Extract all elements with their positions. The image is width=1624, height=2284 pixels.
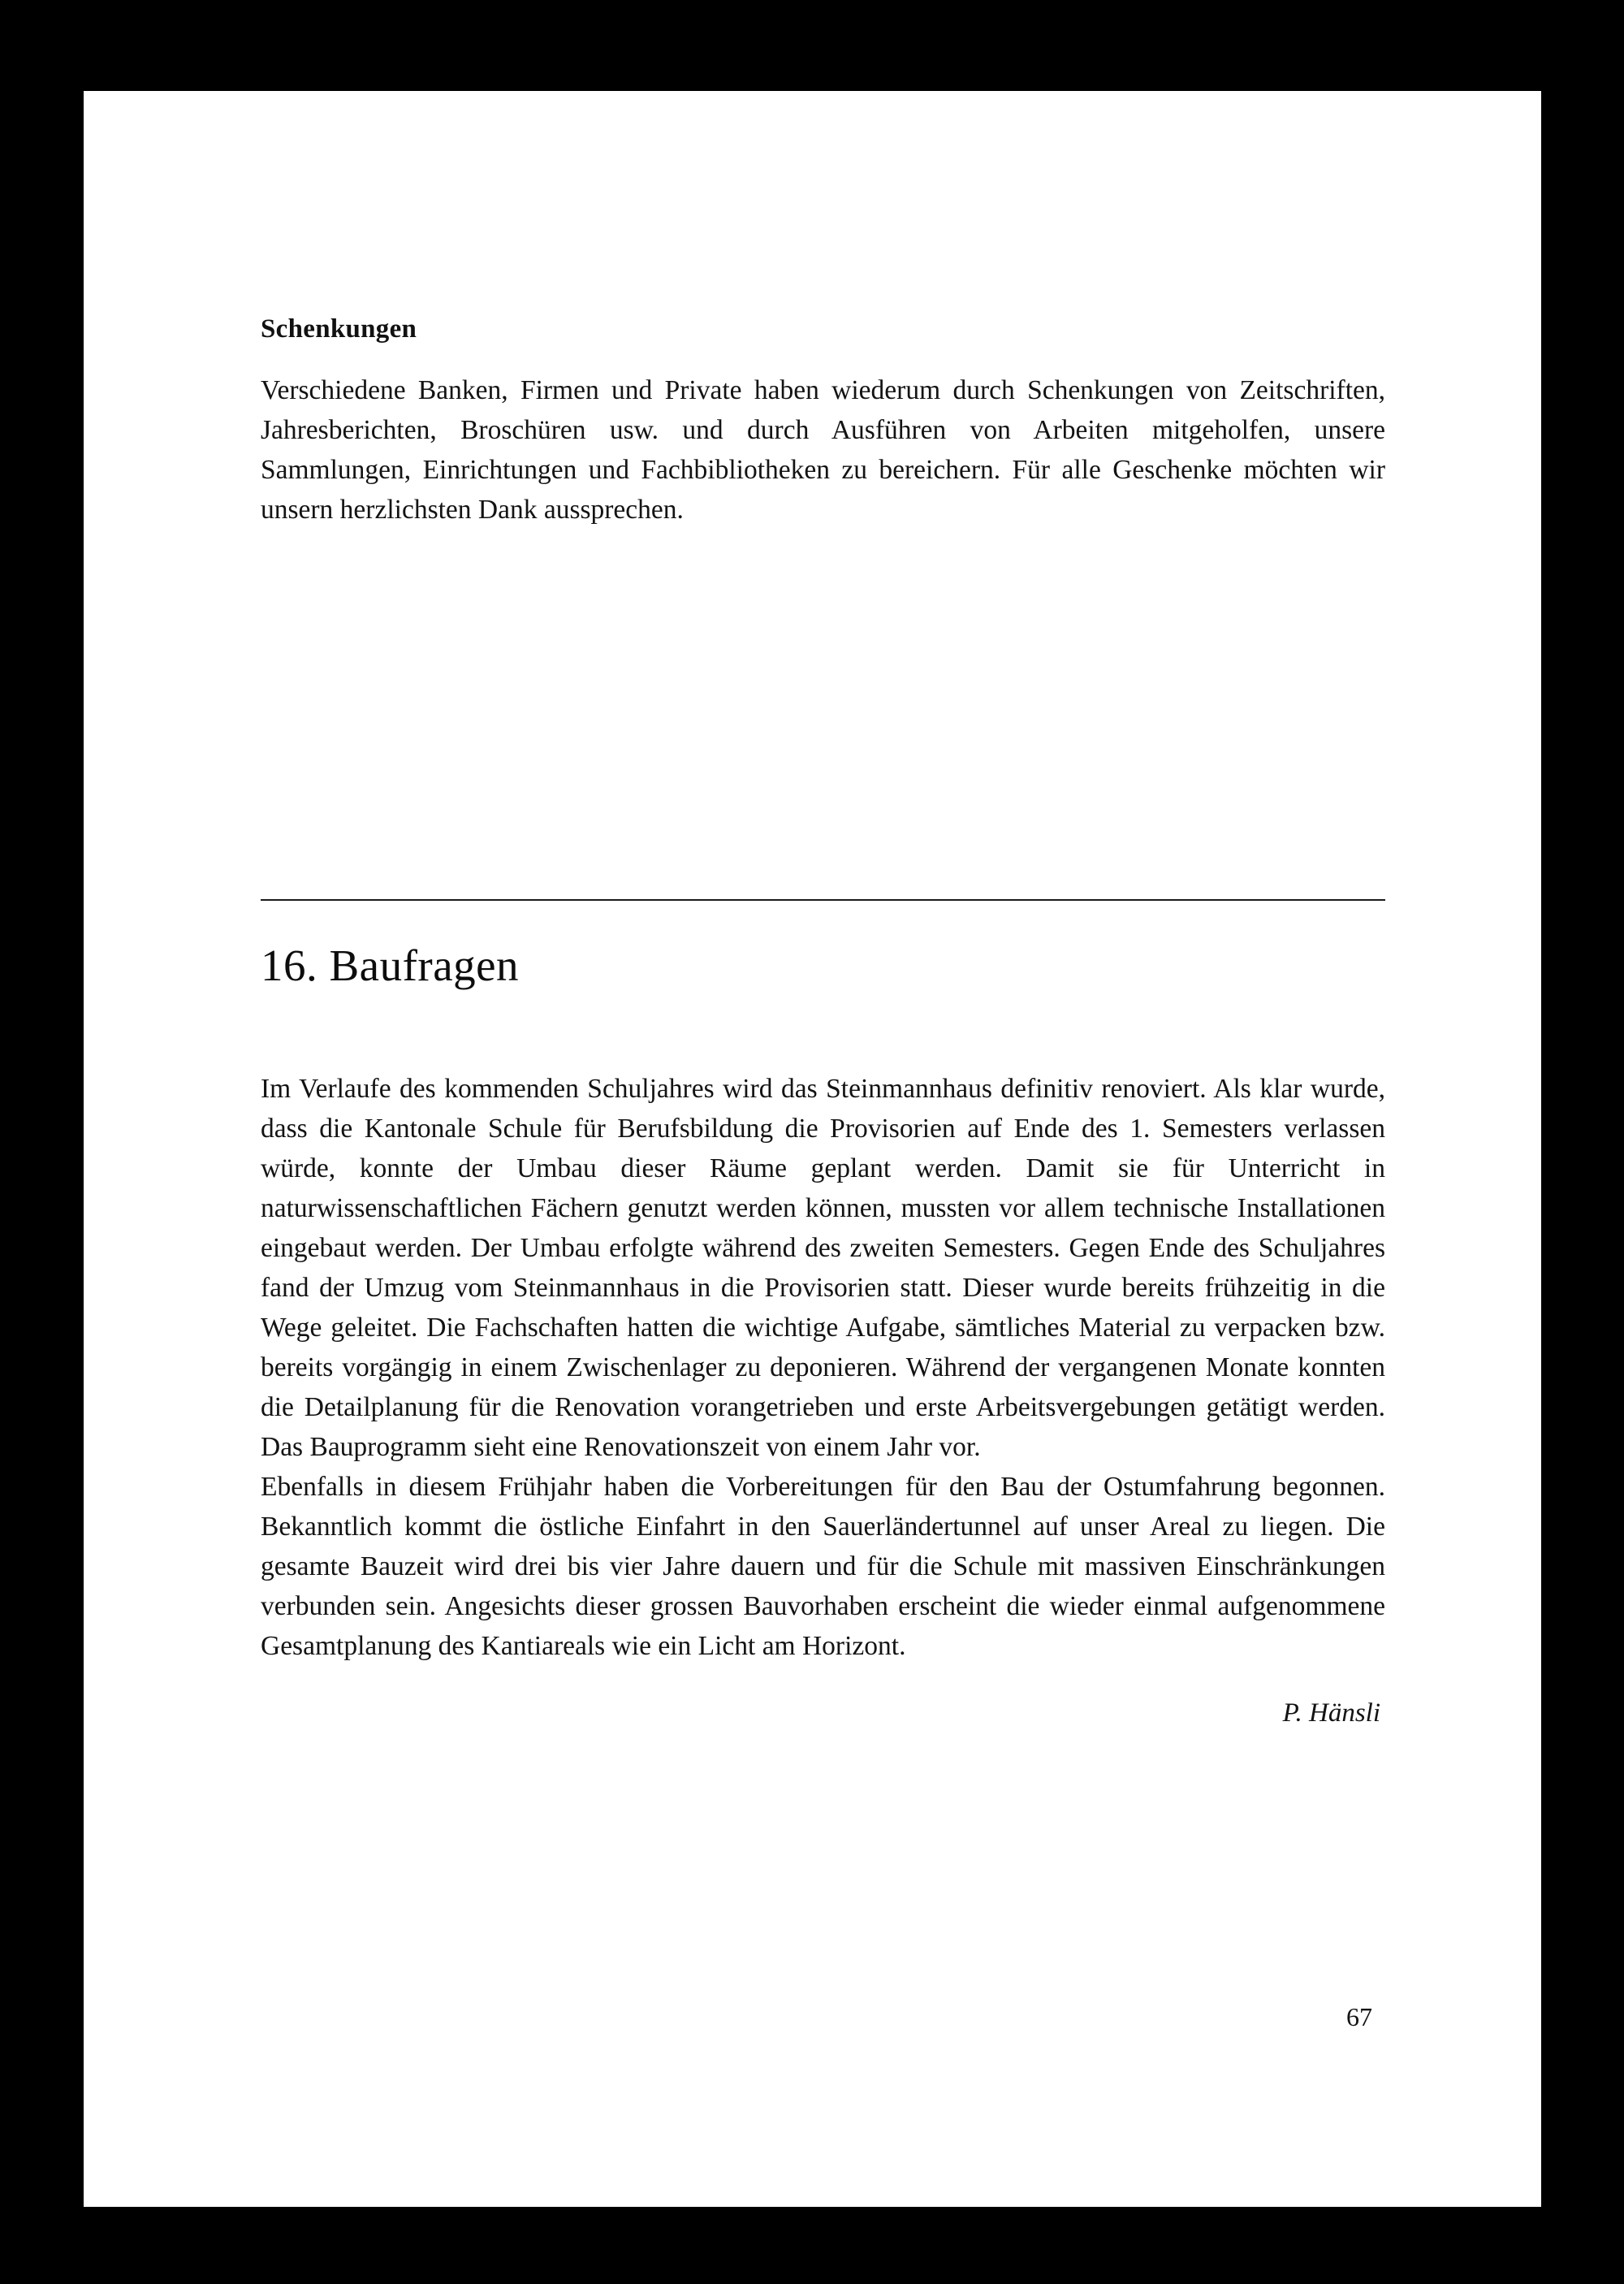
author-signature: P. Hänsli — [1282, 1698, 1380, 1728]
chapter-body — [261, 1069, 1385, 1728]
page-content — [261, 314, 1385, 1728]
chapter-title-baufragen: 16. Baufragen — [261, 941, 520, 990]
document-page — [84, 91, 1541, 2207]
section-divider — [261, 899, 1385, 901]
paragraph-renovation: Im Verlaufe des kommenden Schuljahres wird das Steinmannhaus definitiv renoviert. Als klar wurde, dass die Kantonale Schule für Berufsbildung die Provisorien auf Ende des 1. Semesters verlassen würde, konnte der Umbau dieser Räume geplant werden. Damit sie für Unterricht in naturwissenschaftlichen Fächern genutzt werden können, mussten vor allem technische Installationen eingebaut werden. Der Umbau erfolgte während des zweiten Semesters. Gegen Ende des Schuljahres fand der Umzug vom Steinmannhaus in die Provisorien statt. Dieser wurde bereits frühzeitig in die Wege geleitet. Die Fachschaften hatten die wichtige Aufgabe, sämtliches Material zu verpacken bzw. bereits vorgängig in einem Zwischenlager zu deponieren. Während der vergangenen Monate konnten die Detailplanung für die Renovation vorangetrieben und erste Arbeitsvergebungen getätigt werden. Das Bauprogramm sieht eine Renovationszeit von einem Jahr vor. — [261, 1074, 1385, 1462]
page-number: 67 — [1346, 2002, 1372, 2031]
paragraph-ostumfahrung: Ebenfalls in diesem Frühjahr haben die Vorbereitungen für den Bau der Ostumfahrung begonnen. Bekanntlich kommt die östliche Einfahrt in den Sauerländertunnel auf unser Areal zu liegen. Die gesamte Bauzeit wird drei bis vier Jahre dauern und für die Schule mit massiven Einschränkungen verbunden sein. Angesichts dieser grossen Bauvorhaben erscheint die wieder einmal aufgenommene Gesamtplanung des Kantiareals wie ein Licht am Horizont. — [261, 1472, 1385, 1661]
paragraph-schenkungen: Verschiedene Banken, Firmen und Private haben wiederum durch Schenkungen von Zeitschriften, Jahresberichten, Broschüren usw. und durch Ausführen von Arbeiten mitgeholfen, unsere Sammlungen, Einrichtungen und Fachbibliotheken zu bereichern. Für alle Geschenke möchten wir unsern herzlichsten Dank aussprechen. — [261, 375, 1385, 525]
blank-space — [261, 530, 1385, 899]
section-heading-schenkungen: Schenkungen — [261, 314, 417, 344]
